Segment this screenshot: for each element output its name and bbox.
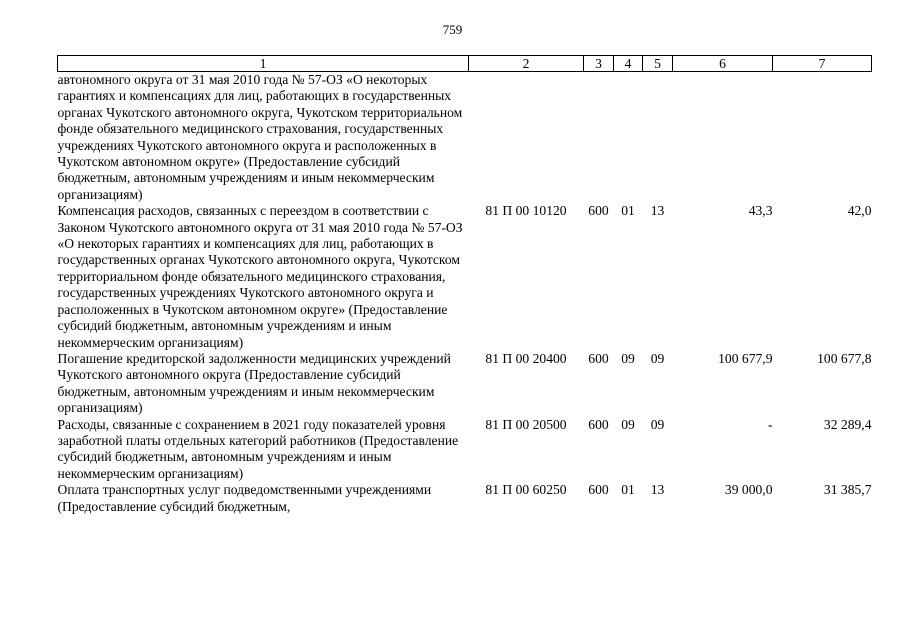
row-description: Компенсация расходов, связанных с переездом в соответствии с Законом Чукотского автономного округа от 31 мая 2010 года № 57-ОЗ «О некоторых гарантиях и компенсациях для лиц, работающих в государственных органах Чукотского автономного округа, Чукотском территориальном фонде обязательного медицинского страхования, государственных учреждениях Чукотского автономного округа и расположенных в Чукотском автономном округе» (Предоставление субсидий бюджетным, автономным учреждениям и иным некоммерческим организациям) [57, 203, 463, 350]
row-description: Оплата транспортных услуг подведомственными учреждениями (Предоставление субсидий бюджетным, [57, 482, 432, 514]
table-row [58, 72, 872, 204]
column-header-7: 7 [773, 56, 872, 72]
row-expense-type: 600 [588, 416, 609, 432]
page-number: 759 [442, 22, 463, 37]
column-header-3: 3 [584, 56, 614, 72]
table-row [58, 417, 872, 483]
table-row [58, 482, 872, 515]
row-description: Расходы, связанные с сохранением в 2021 году показателей уровня заработной платы отдельных категорий работников (Предоставление субсидий бюджетным, автономным учреждениям и иным некоммерческим организациям) [57, 416, 459, 481]
row-section: 01 [621, 203, 635, 219]
row-target-code [469, 72, 584, 204]
table-row [58, 351, 872, 417]
row-section: 09 [621, 350, 635, 366]
row-amount-2 [773, 72, 872, 204]
column-header-5: 5 [643, 56, 673, 72]
row-expense-type: 600 [588, 350, 609, 366]
row-amount-1: 39 000,0 [724, 482, 773, 498]
row-amount-2: 42,0 [847, 203, 872, 219]
row-amount-2: 31 385,7 [823, 482, 872, 498]
row-subsection: 09 [650, 416, 665, 432]
row-expense-type: 600 [588, 203, 609, 219]
column-header-row [58, 56, 872, 72]
table-row [58, 203, 872, 351]
row-target-code: 81 П 00 10120 [485, 203, 567, 219]
row-amount-1: 43,3 [748, 203, 773, 219]
budget-table [57, 55, 872, 515]
row-section [614, 72, 643, 204]
row-subsection: 13 [650, 482, 665, 498]
row-amount-1: 100 677,9 [718, 350, 773, 366]
column-header-4: 4 [614, 56, 643, 72]
column-header-6: 6 [673, 56, 773, 72]
row-section: 01 [621, 482, 635, 498]
row-description: автономного округа от 31 мая 2010 года № 57-ОЗ «О некоторых гарантиях и компенсациях для лиц, работающих в государственных органах Чукотского автономного округа, Чукотском территориальном фонде обязательного медицинского страхования, государственных учреждениях Чукотского автономного округа и расположенных в Чукотском автономном округе» (Предоставление субсидий бюджетным, автономным учреждениям и иным некоммерческим организациям) [57, 72, 463, 202]
column-header-1: 1 [58, 56, 469, 72]
row-section: 09 [621, 416, 635, 432]
row-subsection [643, 72, 673, 204]
row-amount-1: - [767, 416, 773, 432]
row-amount-2: 100 677,8 [817, 350, 872, 366]
column-header-2: 2 [469, 56, 584, 72]
row-subsection: 13 [650, 203, 665, 219]
row-expense-type [584, 72, 614, 204]
row-amount-1 [673, 72, 773, 204]
row-subsection: 09 [650, 350, 665, 366]
row-target-code: 81 П 00 20500 [485, 416, 567, 432]
row-target-code: 81 П 00 20400 [485, 350, 567, 366]
row-expense-type: 600 [588, 482, 609, 498]
row-description: Погашение кредиторской задолженности медицинских учреждений Чукотского автономного округа (Предоставление субсидий бюджетным, автономным учреждениям и иным некоммерческим организациям) [57, 350, 451, 416]
row-target-code: 81 П 00 60250 [485, 482, 567, 498]
row-amount-2: 32 289,4 [823, 416, 872, 432]
